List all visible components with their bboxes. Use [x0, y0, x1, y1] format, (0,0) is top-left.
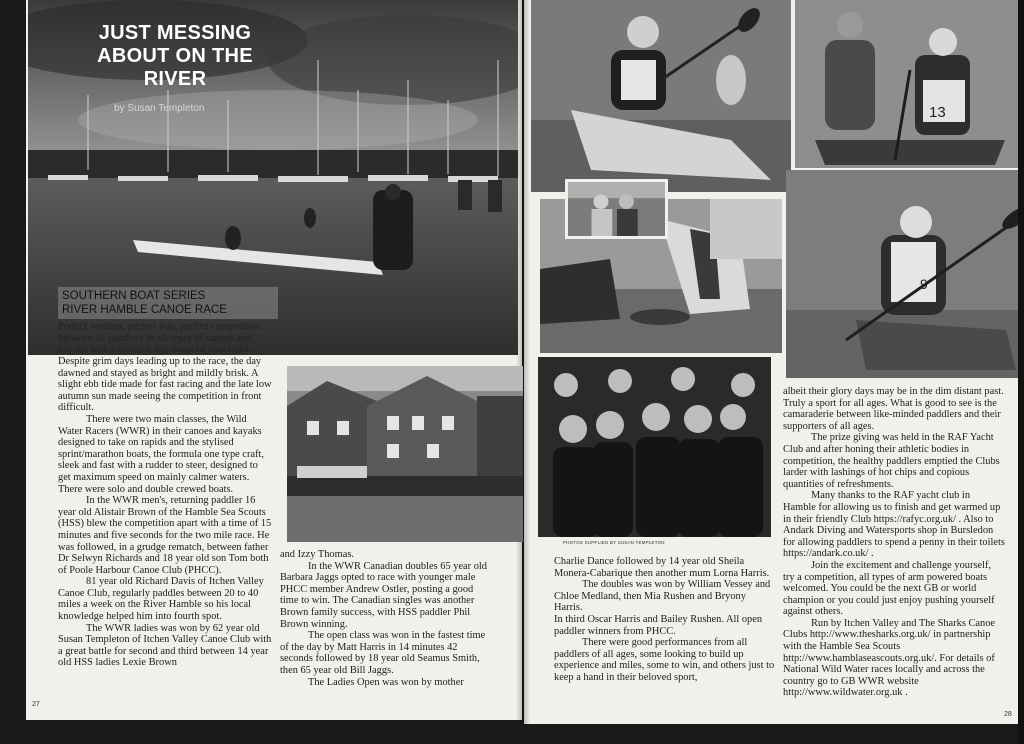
page-number-right: 28 [1004, 711, 1012, 718]
paragraph: The open class was won in the fastest time of the day by Matt Harris in 14 minutes 42 seconds followed by 18 year old Seamus Smith, then 65 year old Bill Jaggs. [280, 630, 486, 676]
title-line: RIVER [143, 68, 207, 90]
paragraph: In the WWR Canadian doubles 65 year old Barbara Jaggs opted to race with younger male PHCC member Andrew Ostler, posting a good time to win. The Canadian singles was another Brown family success, with HSS paddler Phil Brown winning. [280, 560, 487, 630]
paragraph: In third Oscar Harris and Bailey Rushen. All open paddler winners from PHCC. [554, 613, 763, 637]
subhead-line: SOUTHERN BOAT SERIES [62, 290, 206, 302]
paragraph: The WWR ladies was won by 62 year old Susan Templeton of Itchen Valley Canoe Club with a great battle for second and third between 14 year old HSS ladies Lexie Brown [58, 622, 272, 669]
bib-number: 9 [920, 276, 928, 292]
paragraph: There were two main classes, the Wild Water Racers (WWR) in their canoes and kayaks designed to take on rapids and the stylised sprint/marathon boats, the formula one type craft, sleek and fast with a rudder to steer, designed to get maximum speed on mainly calmer waters. There were solo and double crewed boats. [58, 413, 265, 495]
paragraph: In the WWR men's, returning paddler 16 year old Alistair Brown of the Hamble Sea Scouts (HSS) blew the competition apart with a time of 15 minutes and five seconds for the two mile race. He was followed, in a grudge rematch, between father Dr Selwyn Richards and 18 year old son Tom both of Poole Harbour Canoe Club (PHCC). [58, 495, 272, 576]
paragraph: Join the excitement and challenge yourself, try a competition, all types of arm powered boats welcomed. You could be the next GB or world champion or you could just enjoy pushing yourself against others. [783, 559, 995, 618]
right-column-2 [783, 386, 1005, 699]
paragraph: Run by Itchen Valley and The Sharks Canoe Clubs http://www.thesharks.org.uk/ in partnership with the Hamble Sea Scouts http://www.hamblaseascouts.org.uk/. For details of National Wild Water races locally and across the country go to GB WWR website http://www.wildwater.org.uk . [783, 617, 996, 699]
right-column-1 [554, 556, 776, 684]
spectators-inset-photo [565, 179, 668, 239]
paragraph: There were good performances from all paddlers of all ages, some looking to build up experience and miles, some to win, and others just to keep a hand in their beloved sport, [554, 637, 775, 683]
kayaker-splash-photo [531, 0, 791, 192]
title-line: ABOUT ON THE [97, 45, 253, 67]
article-title [60, 22, 290, 91]
intro-text: Perfect weather, perfect tide, perfect competition between 34 paddlers in all types of canoes and kayaks with a massive age range of nine to 81. [58, 321, 261, 356]
page-number-left: 27 [32, 701, 40, 708]
right-edge-bar [1018, 0, 1024, 744]
left-column-1 [58, 356, 272, 669]
paragraph: The Ladies Open was won by mother [308, 676, 464, 688]
riverside-houses-photo [287, 366, 523, 542]
section-subhead [58, 287, 278, 319]
paragraph: Charlie Dance followed by 14 year old Sheila Monera-Cabarique then another mum Lorna Harris. [554, 556, 770, 579]
paragraph: The prize giving was held in the RAF Yacht Club and after honing their athletic bodies in competition, the healthy paddlers emptied the Clubs larder with lashings of hot chips and copious quantities of refreshments. [783, 432, 1000, 490]
paragraph: Many thanks to the RAF yacht club in Hamble for allowing us to finish and get warmed up in their friendly Club https://rafyc.org.uk/ . Also to Andark Diving and Watersports shop in Bursledon for allowing paddlers to spend a penny in their toilets https://andark.co.uk/ . [783, 490, 1005, 560]
paragraph: 81 year old Richard Davis of Itchen Valley Canoe Club, regularly paddles between 20 to 40 miles a week on the River Hamble so his local knowledge helped him into fourth spot. [58, 576, 264, 623]
title-line: JUST MESSING [98, 22, 252, 44]
subhead-line: RIVER HAMBLE CANOE RACE [62, 304, 227, 316]
photo-credit: PHOTOS SUPPLIED BY SUSAN TEMPLETON [563, 540, 665, 545]
bib-number: 13 [929, 104, 946, 121]
young-paddlers-group-photo [538, 357, 771, 537]
paragraph: The doubles was won by William Vessey and Chloe Medland, then Mia Rushen and Bryony Harris. [554, 579, 771, 614]
paragraph: Despite grim days leading up to the race, the day dawned and stayed as bright and mildly brisk. A slight ebb tide made for fast racing and the late low autumn sun made seeing the competition in front difficult. [58, 356, 272, 414]
paragraph: and Izzy Thomas. [280, 549, 354, 560]
older-kayaker-photo [786, 170, 1024, 378]
canadian-canoe-photo [795, 0, 1024, 168]
spine-shadow [516, 0, 530, 724]
article-byline: by Susan Templeton [114, 103, 205, 114]
paragraph: albeit their glory days may be in the dim distant past. Truly a sport for all ages. What is good to see is the camaraderie between like-minded paddlers and their supporters of all ages. [783, 386, 1004, 432]
left-column-2 [280, 549, 492, 688]
